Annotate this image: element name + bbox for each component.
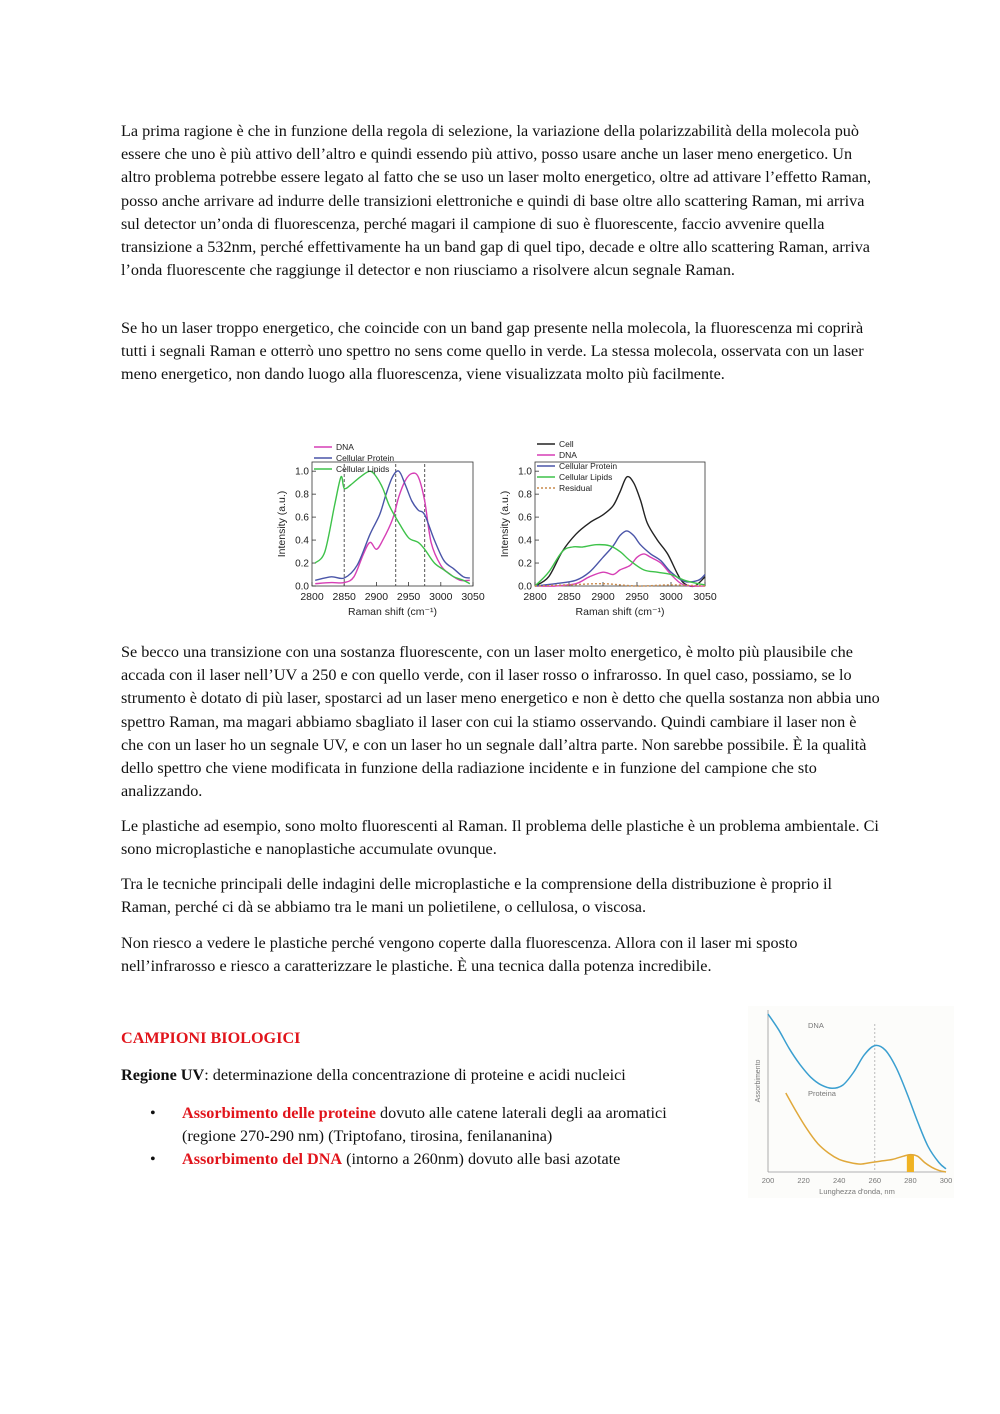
bullet-bold-dna: Assorbimento del DNA [182, 1150, 343, 1169]
legend-label: Cellular Protein [559, 461, 618, 471]
legend-label: Cellular Protein [336, 453, 395, 463]
x-tick-label: 2850 [332, 591, 356, 603]
x-tick-label: 2950 [625, 591, 649, 603]
raman-spectra-figure [268, 432, 724, 636]
x-tick-label: 3000 [659, 591, 683, 603]
y-tick-label: 0.2 [295, 558, 309, 570]
region-uv-label: Regione UV [121, 1066, 205, 1084]
y-axis-label: Assorbimento [755, 1059, 762, 1103]
series-label-dna: DNA [808, 1021, 824, 1030]
bullet-list [121, 1102, 721, 1172]
y-tick-label: 0.6 [295, 512, 309, 524]
x-tick-label: 280 [904, 1176, 917, 1185]
x-tick-label: 2900 [364, 591, 389, 603]
paragraph-3: Se becco una transizione con una sostanza fluorescente, con un laser molto energetico, è molto più plausibile che accada con il laser nell’UV a 250 e con quello verde, con il laser rosso o infrarosso. In quel caso, possiamo, se lo strumento è dotato di più laser, spostarci ad un laser meno energetico e non è detto che quella sostanza non abbia uno spettro Raman, ma magari abbiamo sbagliato il laser con cui la stiamo osservando. Quindi cambiare il laser non è che con un laser ho un segnale UV, e con un laser ho un segnale dall’altra parte. Non sarebbe possibile. È la qualità dello spettro che viene modificata in funzione della radiazione incidente e in funzione del campione che sto analizzando. [121, 643, 880, 801]
x-tick-label: 220 [797, 1176, 810, 1185]
raman-chart-left [276, 442, 485, 618]
list-item [121, 1148, 721, 1171]
x-axis-label: Raman shift (cm⁻¹) [348, 606, 437, 618]
highlight-band [907, 1155, 914, 1172]
series-line-cellular-lipids [535, 545, 705, 586]
plot-frame [312, 462, 473, 586]
x-tick-label: 2850 [557, 591, 581, 603]
x-tick-label: 2800 [300, 591, 324, 603]
paragraph-4: Le plastiche ad esempio, sono molto fluorescenti al Raman. Il problema delle plastiche è un problema ambientale. Ci sono microplastiche e nanoplastiche accumulate ovunque. [121, 817, 879, 859]
series-line-cellular-lipids [315, 471, 470, 584]
paragraph-2: Se ho un laser troppo energetico, che coincide con un band gap presente nella molecola, la fluorescenza mi coprirà tutti i segnali Raman e otterrò uno spettro no sens come quello in verde. La stessa molecola, osservata con un laser meno energetico, non dando luogo alla fluorescenza, viene visualizzata molto più facilmente. [121, 319, 864, 384]
paragraph-1: La prima ragione è che in funzione della regola di selezione, la variazione della polarizzabilità della molecola può essere che uno è più attivo dell’altro e quindi essendo più attivo, posso usare anche un laser meno energetico. Un altro problema potrebbe essere legato al fatto che se uso un laser molto energetico, oltre ad attivare l’effetto Raman, posso anche arrivare ad indurre delle transizioni elettroniche e quindi di base oltre allo scattering Raman, mi arriva sul detector un’onda di fluorescenza, perché magari il campione di suo è fluorescente, faccio avvenire quella transizione a 532nm, perché effettivamente ha un band gap di quel tipo, decade e oltre allo scattering Raman, arriva l’onda fluorescente che raggiunge il detector e non riusciamo a risolvere alcun segnale Raman. [121, 122, 872, 280]
region-uv-line [121, 1066, 626, 1085]
y-tick-label: 0.4 [295, 535, 309, 547]
legend-label: Cell [559, 439, 574, 449]
x-axis-label: Lunghezza d'onda, nm [819, 1187, 895, 1196]
legend-label: Residual [559, 483, 593, 493]
x-axis-label: Raman shift (cm⁻¹) [575, 606, 665, 618]
legend-label: DNA [559, 450, 577, 460]
y-tick-label: 0.6 [518, 512, 532, 524]
x-tick-label: 200 [761, 1176, 775, 1185]
y-tick-label: 0.8 [518, 489, 532, 501]
y-tick-label: 0.0 [295, 581, 309, 593]
raman-chart-right [499, 439, 717, 618]
y-tick-label: 0.4 [518, 535, 532, 547]
x-tick-label: 240 [832, 1176, 846, 1185]
y-axis-label: Intensity (a.u.) [499, 490, 511, 558]
x-tick-label: 3050 [461, 591, 485, 603]
x-tick-label: 3050 [693, 591, 717, 603]
list-item [121, 1102, 721, 1148]
bullet-icon: • [150, 1104, 156, 1122]
x-tick-label: 2900 [591, 591, 615, 603]
paragraph-6: Non riesco a vedere le plastiche perché vengono coperte dalla fluorescenza. Allora con il laser mi sposto nell’infrarosso e riesco a caratterizzare le plastiche. È una tecnica dalla potenza incredibile. [121, 934, 798, 976]
y-tick-label: 0.2 [518, 558, 532, 570]
legend-label: Cellular Lipids [336, 464, 390, 474]
bullet-bold-protein: Assorbimento delle proteine [182, 1104, 376, 1122]
x-tick-label: 2950 [396, 591, 421, 603]
x-tick-label: 300 [939, 1176, 953, 1185]
bullet-text-dna: (intorno a 260nm) dovuto alle basi azotate [342, 1150, 621, 1169]
paragraph-5: Tra le tecniche principali delle indagini delle microplastiche e la comprensione della distribuzione è proprio il Raman, perché ci dà se abbiamo tra le mani un polietilene, o cellulosa, o viscosa. [121, 875, 832, 917]
uv-absorption-chart [748, 1006, 954, 1198]
bullet-text-protein: dovuto alle catene laterali degli aa aromatici (regione 270-290 nm) (Triptofano, tirosina, fenilananina) [182, 1104, 667, 1146]
legend-label: Cellular Lipids [559, 472, 613, 482]
y-tick-label: 0.0 [518, 581, 532, 593]
x-tick-label: 3000 [429, 591, 453, 603]
y-axis-label: Intensity (a.u.) [276, 490, 288, 558]
y-tick-label: 1.0 [518, 466, 532, 478]
bullet-icon: • [150, 1150, 156, 1169]
region-uv-text: : determinazione della concentrazione di proteine e acidi nucleici [204, 1066, 626, 1084]
section-heading: CAMPIONI BIOLOGICI [121, 1029, 301, 1047]
y-tick-label: 1.0 [295, 466, 309, 478]
series-label-proteina: Proteina [808, 1089, 836, 1098]
figure-background [748, 1006, 954, 1198]
y-tick-label: 0.8 [295, 489, 309, 501]
legend-label: DNA [336, 442, 354, 452]
series-line-dna [535, 554, 705, 586]
uv-absorption-figure [746, 1004, 956, 1200]
x-tick-label: 2800 [523, 591, 547, 603]
x-tick-label: 260 [868, 1176, 882, 1185]
